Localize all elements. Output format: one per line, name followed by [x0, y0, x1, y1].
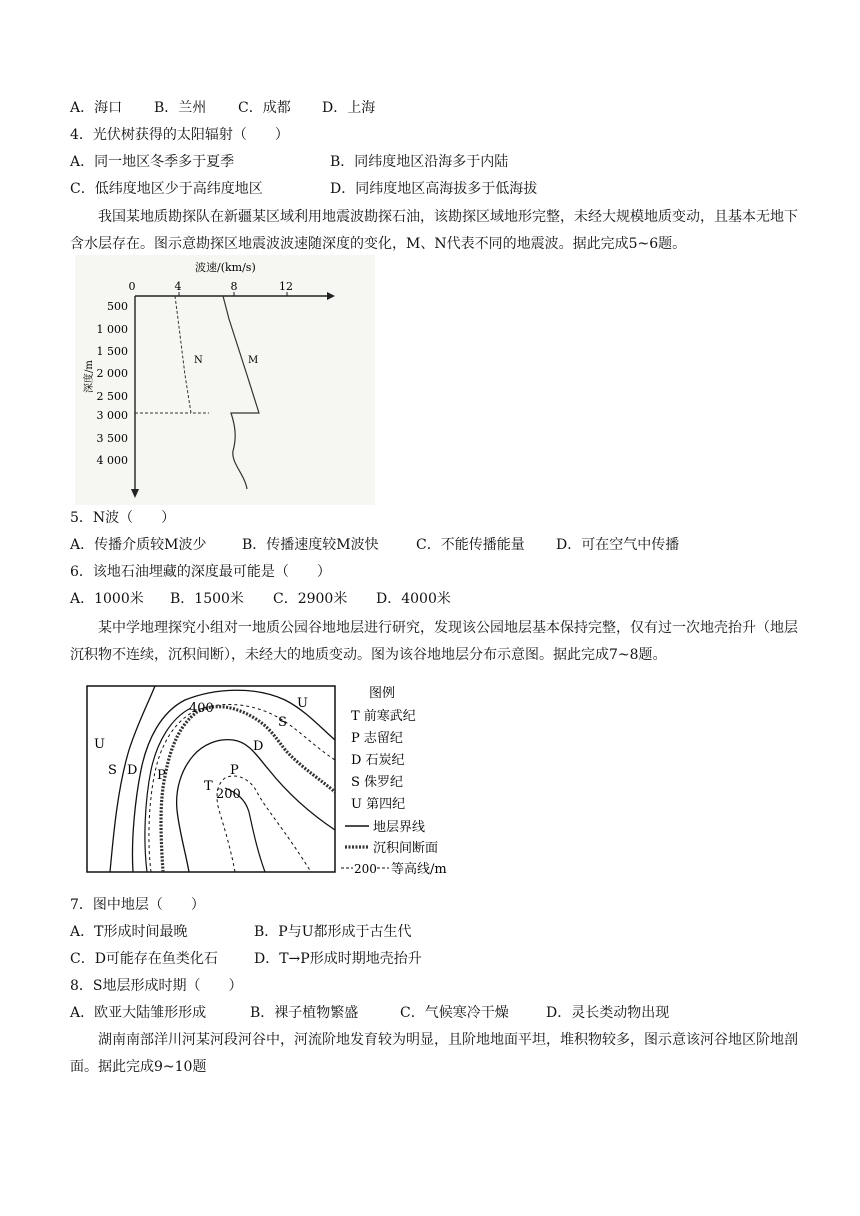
- q7-options-row2: [70, 949, 422, 969]
- q7-option-b: B．P与U都形成于古生代: [254, 924, 412, 940]
- legend-item-d: D 石炭纪: [351, 753, 405, 768]
- map-label-u-top: U: [297, 696, 308, 711]
- q7-option-d: D．T→P形成时期地壳抬升: [254, 951, 422, 967]
- x-tick-12: 12: [279, 280, 293, 293]
- q7-stem: 7．图中地层（ ）: [70, 897, 205, 913]
- q7-option-c: C．D可能存在鱼类化石: [70, 951, 218, 967]
- q5-options: [70, 535, 679, 555]
- q3-option-a: A．海口: [70, 100, 123, 116]
- contour-label-400: 400: [189, 701, 214, 716]
- map-label-t: T: [204, 779, 213, 794]
- legend-title: 图例: [369, 686, 396, 701]
- passage-5-6: 我国某地质勘探队在新疆某区域利用地震波勘探石油，该勘探区域地形完整，未经大规模地质变动，且基本无地下含水层存在。图示意勘探区地震波波速随深度的变化，M、N代表不同的地震波。据此完成5~6题。: [70, 209, 798, 252]
- q4-option-b: B．同纬度地区沿海多于内陆: [330, 154, 509, 170]
- legend-contour-value: 200: [354, 862, 377, 876]
- map-label-d-right: D: [253, 739, 264, 754]
- q8-option-c: C．气候寒冷干燥: [400, 1005, 509, 1021]
- q6-options: [70, 589, 451, 609]
- q5-option-a: A．传播介质较M波少: [70, 537, 207, 553]
- map-label-p-left: P: [157, 768, 166, 783]
- y-axis-title: 深度/m: [84, 360, 95, 393]
- boundary-tp: [177, 740, 335, 872]
- contour-label-200: 200: [216, 787, 241, 802]
- map-label-p-right: P: [230, 763, 239, 778]
- seismic-velocity-figure: [75, 255, 375, 505]
- q8-stem: 8．S地层形成时期（ ）: [70, 978, 243, 994]
- strata-map-figure: [85, 680, 480, 880]
- y-tick-1000: 1 000: [96, 323, 128, 336]
- legend-contour-label: 等高线/m: [391, 862, 447, 877]
- legend-item-t: T 前寒武纪: [351, 709, 416, 724]
- q3-option-d: D．上海: [322, 100, 376, 116]
- n-wave-label: N: [194, 355, 203, 366]
- legend-item-u: U 第四纪: [351, 797, 406, 812]
- y-tick-2000: 2 000: [96, 367, 128, 380]
- x-axis-title: 波速/(km/s): [195, 261, 256, 274]
- q7-options-row1: [70, 922, 412, 942]
- q5-stem: 5．N波（ ）: [70, 510, 176, 526]
- y-tick-3500: 3 500: [96, 432, 128, 445]
- q8-option-a: A．欧亚大陆雏形形成: [70, 1005, 207, 1021]
- q4-options-row1: [70, 152, 508, 172]
- q4-option-d: D．同纬度地区高海拔多于低海拔: [330, 181, 538, 197]
- q3-option-c: C．成都: [238, 100, 291, 116]
- y-tick-3000: 3 000: [96, 409, 128, 422]
- x-tick-8: 8: [230, 280, 238, 293]
- legend-item-s: S 侏罗纪: [351, 775, 404, 790]
- y-tick-4000: 4 000: [96, 454, 128, 467]
- contour-outer: [149, 704, 335, 872]
- q5-option-b: B．传播速度较M波快: [242, 537, 379, 553]
- q7-option-a: A．T形成时间最晚: [70, 924, 188, 940]
- q5-option-c: C．不能传播能量: [416, 537, 525, 553]
- map-label-d-left: D: [127, 763, 138, 778]
- q4-option-a: A．同一地区冬季多于夏季: [70, 154, 235, 170]
- y-tick-1500: 1 500: [96, 345, 128, 358]
- y-tick-500: 500: [107, 300, 128, 313]
- q6-option-d: D．4000米: [376, 591, 451, 607]
- x-tick-0: 0: [128, 280, 136, 293]
- map-label-u-left: U: [94, 737, 105, 752]
- q5-option-d: D．可在空气中传播: [556, 537, 680, 553]
- q6-option-b: B．1500米: [170, 591, 244, 607]
- q8-option-b: B．裸子植物繁盛: [250, 1005, 359, 1021]
- q4-stem: 4．光伏树获得的太阳辐射（ ）: [70, 127, 289, 143]
- q6-option-c: C．2900米: [273, 591, 348, 607]
- q6-stem: 6．该地石油埋藏的深度最可能是（ ）: [70, 564, 331, 580]
- q8-options: [70, 1003, 669, 1023]
- q4-option-c: C．低纬度地区少于高纬度地区: [70, 181, 263, 197]
- map-label-s-top: S: [278, 715, 287, 730]
- q6-option-a: A．1000米: [70, 591, 144, 607]
- legend-unconformity-label: 沉积间断面: [373, 841, 439, 856]
- m-wave-label: M: [248, 355, 259, 366]
- q8-option-d: D．灵长类动物出现: [546, 1005, 670, 1021]
- passage-9-10: 湖南南部洋川河某河段河谷中，河流阶地发育较为明显，且阶地地面平坦，堆积物较多，图示意该河谷地区阶地剖面。据此完成9~10题: [70, 1032, 798, 1075]
- y-tick-2500: 2 500: [96, 390, 128, 403]
- unconformity-line: [161, 707, 335, 872]
- x-tick-4: 4: [174, 280, 182, 293]
- q4-options-row2: [70, 179, 537, 199]
- passage-7-8: 某中学地理探究小组对一地质公园谷地地层进行研究，发现该公园地层基本保持完整，仅有过一次地壳抬升（地层沉积物不连续，沉积间断），未经大的地质变动。图为该谷地地层分布示意图。据此完成7~8题。: [70, 620, 798, 663]
- map-label-s-left: S: [108, 763, 117, 778]
- legend-item-p: P 志留纪: [351, 731, 403, 746]
- legend-boundary-label: 地层界线: [373, 820, 426, 835]
- q3-options: [70, 98, 375, 118]
- q3-option-b: B．兰州: [154, 100, 207, 116]
